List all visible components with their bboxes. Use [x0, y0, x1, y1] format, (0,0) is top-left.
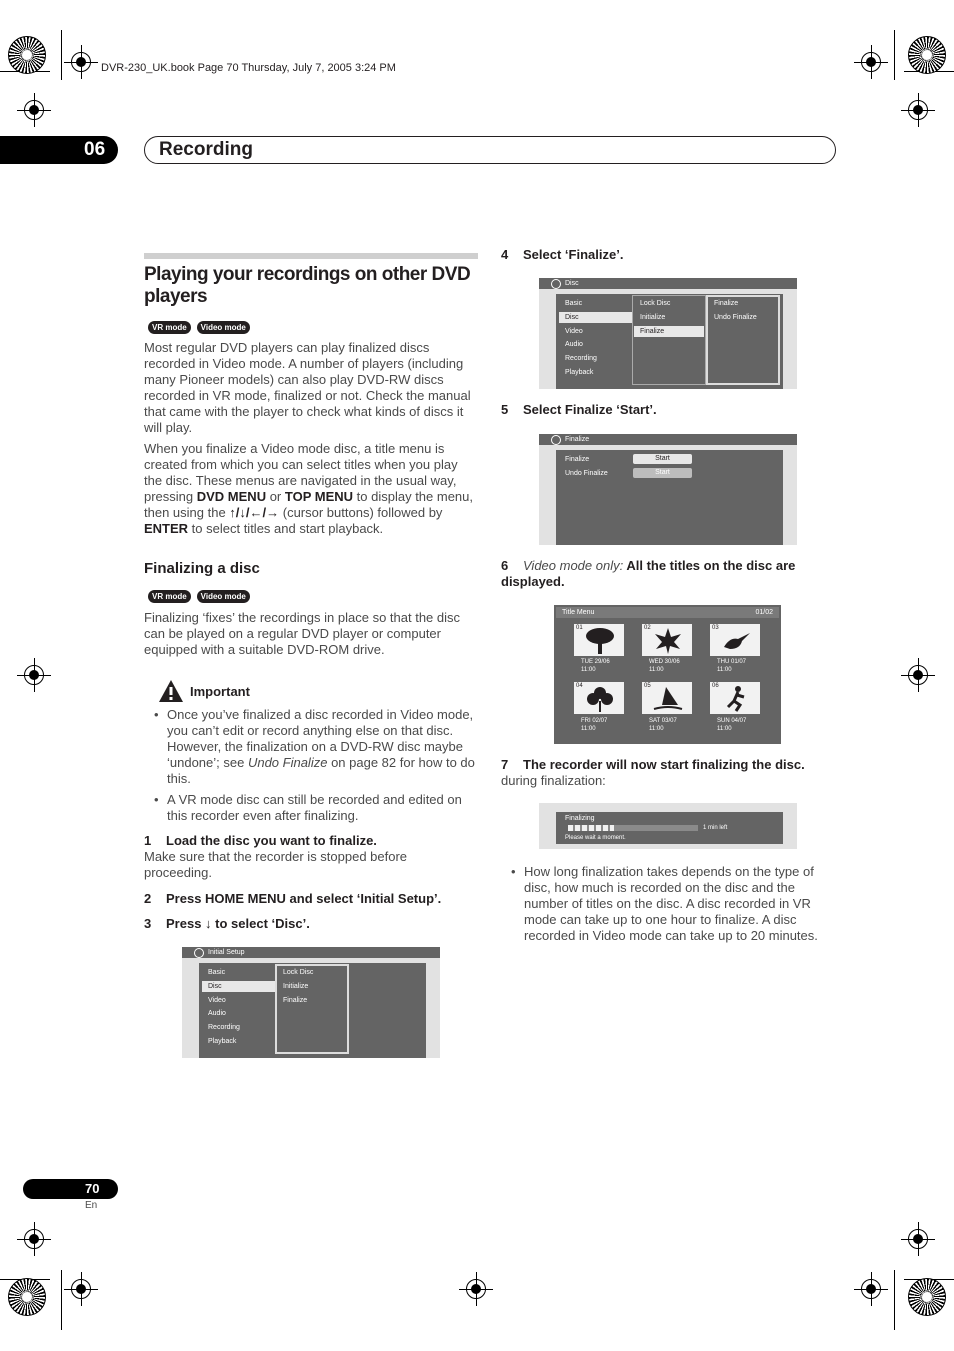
submenu-finalize: Finalize — [283, 997, 308, 1004]
submenu-finalize: Finalize — [634, 326, 704, 337]
section-title: Playing your recordings on other DVD players — [144, 264, 471, 307]
bird-icon — [720, 627, 752, 655]
menu-disc: Disc — [202, 981, 276, 992]
screen-title-bar — [182, 947, 440, 958]
registration-mark-icon — [24, 100, 44, 120]
vr-mode-badge: VR mode — [148, 590, 191, 603]
title-menu-page: 01/02 — [755, 609, 773, 616]
title-thumb-05[interactable]: 05 — [642, 682, 692, 714]
important-bullet-1: • Once you’ve finalized a disc recorded in Video mode, you can’t edit or record anything else on that disc. However, the finalization on a DVD-RW disc maybe ‘undone’; see Undo Finalize on page 82 for how to do this. — [154, 707, 475, 786]
finalize-start-button[interactable]: Start — [633, 454, 692, 464]
screen-title: Initial Setup — [208, 949, 245, 956]
screen-progress — [539, 803, 797, 849]
menu-recording: Recording — [565, 355, 597, 362]
screen-initial-setup — [182, 947, 440, 1058]
registration-mark-icon — [908, 100, 928, 120]
step-6: 6 Video mode only: All the titles on the disc are displayed. — [501, 558, 796, 589]
registration-starburst-icon — [8, 36, 46, 74]
title-label-01: TUE 29/06 11:00 — [581, 659, 610, 673]
menu-video: Video — [208, 997, 226, 1004]
progress-bar — [568, 825, 698, 831]
title-thumb-06[interactable]: 06 — [710, 682, 760, 714]
finalize-row-label: Finalize — [565, 456, 590, 463]
section-paragraph-2: When you finalize a Video mode disc, a title menu is created from which you can select titles when you play the disc. These menus are navigated in the usual way, pressing DVD MENU or TOP MENU to display the menu, then using the ↑/↓/←/→ (cursor buttons) followed by ENTER to select titles and start playback. — [144, 441, 474, 536]
tree-icon — [584, 627, 616, 655]
step-5: 5 Select Finalize ‘Start’. — [501, 402, 657, 417]
page-number-tab — [23, 1179, 118, 1199]
submenu-lock-disc: Lock Disc — [283, 969, 314, 976]
finalizing-badges — [148, 586, 256, 604]
registration-starburst-icon — [908, 36, 946, 74]
finalizing-intro: Finalizing ‘fixes’ the recordings in place so that the disc can be played on a regular DVD player or computer equipped with a suitable DVD-ROM drive. — [144, 610, 461, 657]
registration-mark-icon — [24, 665, 44, 685]
file-info: DVR-230_UK.book Page 70 Thursday, July 7, 2005 3:24 PM — [101, 62, 396, 74]
menu-playback: Playback — [208, 1038, 237, 1045]
progress-bar-fill — [568, 825, 614, 831]
title-thumb-02[interactable]: 02 — [642, 624, 692, 656]
registration-mark-icon — [24, 1229, 44, 1249]
screen-title-bar — [539, 434, 797, 445]
title-thumb-03[interactable]: 03 — [710, 624, 760, 656]
progress-title: Finalizing — [565, 815, 595, 822]
chapter-title: Recording — [159, 139, 253, 160]
chapter-number: 06 — [84, 139, 106, 160]
flower-icon — [584, 685, 616, 713]
step-4: 4 Select ‘Finalize’. — [501, 247, 624, 262]
section-badges — [148, 317, 256, 335]
title-thumb-01[interactable]: 01 — [574, 624, 624, 656]
section-paragraph-1: Most regular DVD players can play finalized discs recorded in Video mode. A number of players (including many Pioneer models) can also play DVD-RW discs recorded in VR mode, finalized or not. Check the manual that came with the player to check what kinds of discs it will play. — [144, 340, 471, 435]
page-number: 70 — [85, 1181, 100, 1196]
title-label-03: THU 01/07 11:00 — [717, 659, 747, 673]
important-label: Important — [190, 684, 250, 699]
step-1: 1 Load the disc you want to finalize. — [144, 833, 377, 848]
registration-starburst-icon — [8, 1278, 46, 1316]
section-rule — [144, 253, 478, 259]
progress-message: Please wait a moment. — [565, 835, 626, 841]
title-menu-title: Title Menu — [562, 609, 595, 616]
registration-mark-icon — [908, 665, 928, 685]
registration-mark-icon — [908, 1229, 928, 1249]
gear-icon — [551, 279, 561, 289]
menu-video: Video — [565, 328, 583, 335]
registration-mark-icon — [71, 1279, 91, 1299]
registration-mark-icon — [466, 1279, 486, 1299]
title-label-05: SAT 03/07 11:00 — [649, 718, 677, 732]
screen-title-menu — [554, 605, 781, 744]
step-7: 7 The recorder will now start finalizing the disc. — [501, 757, 805, 772]
gear-icon — [194, 948, 204, 958]
warning-icon — [158, 679, 184, 703]
progress-remaining: 1 min left — [703, 825, 728, 831]
leaf-icon — [652, 627, 684, 655]
skater-icon — [720, 685, 752, 713]
title-label-02: WED 30/06 11:00 — [649, 659, 680, 673]
menu-audio: Audio — [565, 341, 583, 348]
screen-finalize — [539, 434, 797, 545]
step-2: 2 Press HOME MENU and select ‘Initial Setup’. — [144, 891, 442, 906]
submenu-initialize: Initialize — [640, 314, 666, 321]
step-7-sub: during finalization: — [501, 773, 606, 788]
important-bullet-2: • A VR mode disc can still be recorded and edited on this recorder even after finalizing. — [154, 792, 462, 823]
screen-title-bar — [539, 278, 797, 289]
menu-basic: Basic — [565, 300, 583, 307]
chapter-title-box — [144, 136, 836, 164]
screen-title: Disc — [565, 280, 579, 287]
menu-playback: Playback — [565, 369, 594, 376]
registration-mark-icon — [71, 52, 91, 72]
title-menu-bar — [556, 607, 779, 618]
title-label-04: FRI 02/07 11:00 — [581, 718, 608, 732]
submenu-lock-disc: Lock Disc — [640, 300, 671, 307]
windsurfer-icon — [652, 685, 684, 713]
chapter-number-tab — [0, 136, 118, 164]
screen-title: Finalize — [565, 436, 590, 443]
language-label: En — [85, 1200, 98, 1211]
vr-mode-badge: VR mode — [148, 321, 191, 334]
gear-icon — [551, 435, 561, 445]
video-mode-badge: Video mode — [197, 321, 250, 334]
registration-mark-icon — [861, 1279, 881, 1299]
finalizing-title: Finalizing a disc — [144, 560, 260, 577]
down-arrow-icon: ↓ — [205, 916, 212, 931]
registration-starburst-icon — [908, 1278, 946, 1316]
video-mode-badge: Video mode — [197, 590, 250, 603]
menu-disc: Disc — [559, 312, 633, 323]
step-1-sub: Make sure that the recorder is stopped before proceeding. — [144, 849, 408, 880]
title-thumb-04[interactable]: 04 — [574, 682, 624, 714]
menu-recording: Recording — [208, 1024, 240, 1031]
option-finalize: Finalize — [714, 300, 739, 307]
duration-note: • How long finalization takes depends on the type of disc, how much is recorded on the disc and the number of titles on the disc. A disc recorded in VR mode can take up to one hour to finalize. A disc recorded in Video mode can take up to 20 minutes. — [511, 864, 818, 943]
title-label-06: SUN 04/07 11:00 — [717, 718, 747, 732]
menu-basic: Basic — [208, 969, 226, 976]
screen-disc — [539, 278, 797, 389]
undo-finalize-start-button[interactable]: Start — [633, 468, 692, 478]
menu-audio: Audio — [208, 1010, 226, 1017]
undo-finalize-row-label: Undo Finalize — [565, 470, 608, 477]
registration-mark-icon — [861, 52, 881, 72]
cursor-arrows-icon: ↑/↓/←/→ — [229, 505, 280, 520]
option-undo-finalize: Undo Finalize — [714, 314, 757, 321]
step-3: 3 Press ↓ to select ‘Disc’. — [144, 916, 310, 931]
submenu-initialize: Initialize — [283, 983, 309, 990]
